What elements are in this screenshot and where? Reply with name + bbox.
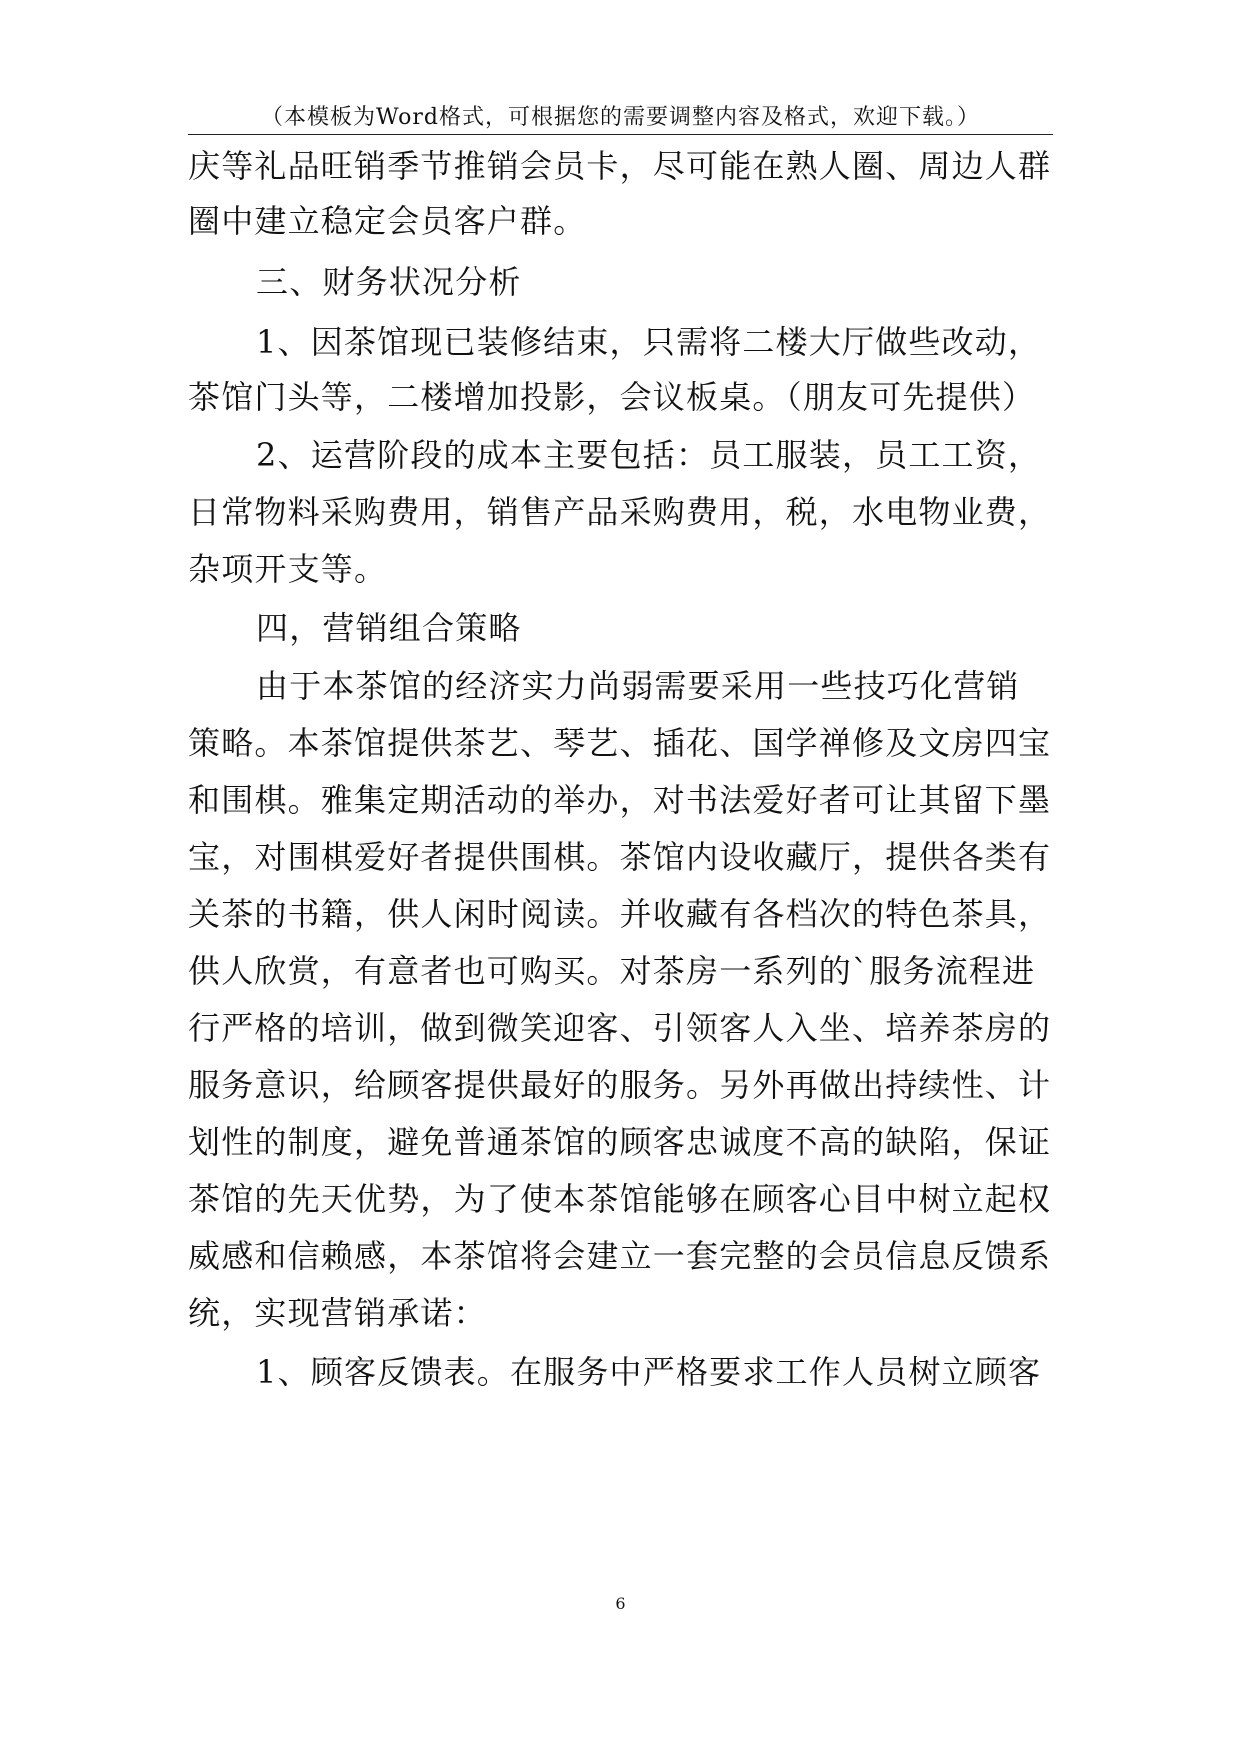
body-line: 由于本茶馆的经济实力尚弱需要采用一些技巧化营销 xyxy=(256,667,1020,705)
body-line: 庆等礼品旺销季节推销会员卡，尽可能在熟人圈、周边人群 xyxy=(188,147,1052,185)
body-line: 2、运营阶段的成本主要包括：员工服装，员工工资， xyxy=(256,436,1042,474)
body-line: 和围棋。雅集定期活动的举办，对书法爱好者可让其留下墨 xyxy=(188,781,1052,819)
section-heading-finance: 三、财务状况分析 xyxy=(256,263,522,301)
page-number: 6 xyxy=(615,1594,626,1613)
body-line: 茶馆的先天优势，为了使本茶馆能够在顾客心目中树立起权 xyxy=(188,1180,1052,1218)
body-line: 服务意识，给顾客提供最好的服务。另外再做出持续性、计 xyxy=(188,1066,1052,1104)
body-line: 行严格的培训，做到微笑迎客、引领客人入坐、培养茶房的 xyxy=(188,1009,1052,1047)
body-line: 统，实现营销承诺： xyxy=(188,1294,487,1332)
body-line: 供人欣赏，有意者也可购买。对茶房一系列的`服务流程进 xyxy=(188,952,1036,990)
body-line: 威感和信赖感，本茶馆将会建立一套完整的会员信息反馈系 xyxy=(188,1237,1052,1275)
header-divider xyxy=(188,134,1053,135)
body-line: 宝，对围棋爱好者提供围棋。茶馆内设收藏厅，提供各类有 xyxy=(188,838,1052,876)
section-heading-marketing: 四，营销组合策略 xyxy=(256,609,522,647)
body-line: 1、因茶馆现已装修结束，只需将二楼大厅做些改动， xyxy=(256,323,1042,361)
header-note: （本模板为Word格式，可根据您的需要调整内容及格式，欢迎下载。） xyxy=(261,105,980,130)
body-line: 策略。本茶馆提供茶艺、琴艺、插花、国学禅修及文房四宝 xyxy=(188,724,1052,762)
body-line: 日常物料采购费用，销售产品采购费用，税，水电物业费， xyxy=(188,493,1052,531)
body-line: 圈中建立稳定会员客户群。 xyxy=(188,202,587,240)
body-line: 茶馆门头等，二楼增加投影，会议板桌。（朋友可先提供） xyxy=(188,378,1036,416)
body-line: 划性的制度，避免普通茶馆的顾客忠诚度不高的缺陷，保证 xyxy=(188,1123,1052,1161)
body-line: 关茶的书籍，供人闲时阅读。并收藏有各档次的特色茶具， xyxy=(188,895,1052,933)
body-line: 1、顾客反馈表。在服务中严格要求工作人员树立顾客 xyxy=(256,1353,1042,1391)
body-line: 杂项开支等。 xyxy=(188,550,388,588)
